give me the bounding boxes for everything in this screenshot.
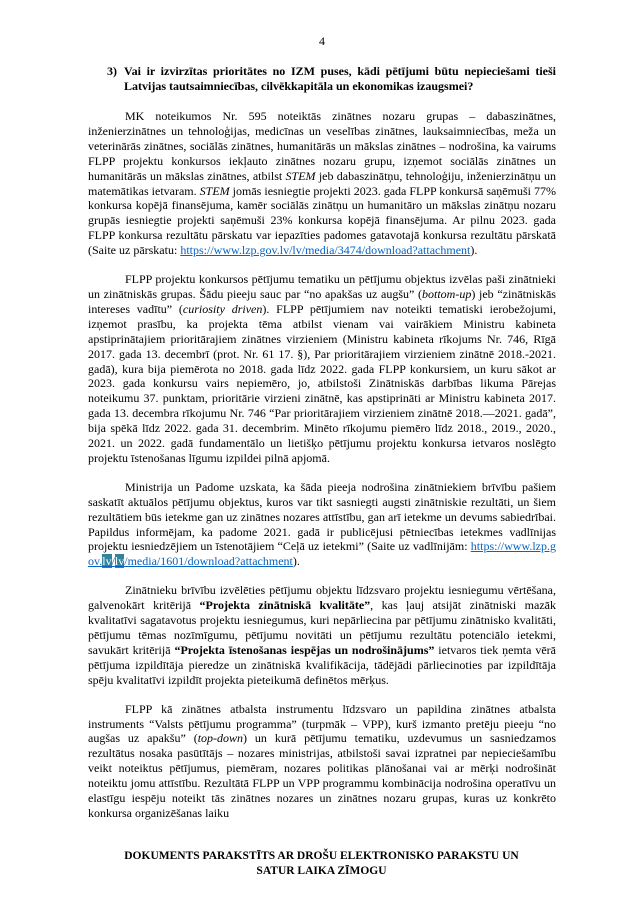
text-segment: ietvaros tiek ņemta vērā pētījuma izpildītāja pieredze un zinātniskā kvalifikācija, tādējādi pārliecinoties par izpildītāja spēju kvalitatīvi izpildīt projekta pieteikumā definētos mērķus. xyxy=(88,642,556,687)
footer-line-1: DOKUMENTS PARAKSTĪTS AR DROŠU ELEKTRONISKO PARAKSTU UN xyxy=(124,850,519,862)
signature-footer xyxy=(0,849,643,878)
text-segment: MK noteikumos Nr. 595 noteiktās zinātnes nozaru grupas – dabaszinātnes, inženierzinātnes un tehnoloģijas, medicīnas un veselības zinātnes, lauksaimniecības, meža un veterinārās zinātnes, sociālās zinātnes, humanitārās un mākslas zinātnes – nodrošina, ka vairums FLPP projektu konkursos iekļauto zinātnes nozaru grupu, izņemot sociālās zinātnes un humanitārās un mākslas zinātnes, atbilst xyxy=(88,109,556,183)
search-highlight: lv xyxy=(114,554,125,569)
bold-criterion-istenosana: “Projekta īstenošanas iespējas un nodrošinājums” xyxy=(174,642,435,657)
text-segment: Ministrija un Padome uzskata, ka šāda pieeja nodrošina zinātniekiem brīvību pašiem saskatīt aktuālos pētījumu objektus, kuros var tikt sasniegti augsti zinātniskie rezultāti, un šiem rezultātiem būs ietekme gan uz zinātnes nozares attīstību, gan arī ietekme un devums sabiedrībai. Papildus informējam, ka padome 2021. gadā ir publicējusi pētniecības ietekmes vadlīnijas projektu iesniedzējiem un īstenotājiem “Ceļā uz ietekmi” (Saite uz vadlīnijām: xyxy=(88,479,556,554)
text-segment: ). xyxy=(292,554,300,569)
paragraph-3 xyxy=(88,480,556,569)
text-segment: FLPP projektu konkursos pētījumu tematiku un pētījumu objektus izvēlas paši zinātnieki un zinātniskās grupas. Šādu pieeju sauc par “no apakšas uz augšu” ( xyxy=(88,272,556,301)
heading-number: 3) xyxy=(107,64,117,78)
link-konkursa-parskats[interactable]: https://www.lzp.gov.lv/lv/media/3474/download?attachment xyxy=(180,243,471,258)
text-segment: ). xyxy=(470,243,478,258)
italic-term-stem: STEM xyxy=(199,183,230,198)
text-segment: jomās iesniegtie projekti 2023. gada FLPP konkursā saņēmuši 77% konkursa kopējā finansējuma, kamēr sociālās zinātņu un humanitāro un mākslas zinātņu nozaru grupās iesniegtie projekti saņēmuši 23% konkursa kopējā finansējuma. Ar pilnu 2023. gada FLPP konkursa rezultātu pārskatu var iepazīties padomes gatavotajā konkursa rezultātu pārskatā (Saite uz pārskatu: xyxy=(88,183,556,258)
bold-criterion-kvalitate: “Projekta zinātniskā kvalitāte” xyxy=(199,598,371,613)
italic-term-bottom-up: bottom-up xyxy=(421,286,472,301)
text-segment: ). FLPP pētījumiem nav noteikti tematiski ierobežojumi, izņemot prasību, ka projekta tēma atbilst vienam vai vairākiem Ministru kabineta apstiprinātajiem prioritārajiem zinātnes virzieniem (Ministru kabineta rīkojums Nr. 746, Rīgā 2017. gada 13. decembrī (prot. Nr. 61 17. §), Par prioritārajiem virzieniem zinātnē 2018.-2021. gadā), kura bija piemērota no 2018. gada līdz 2022. gada FLPP konkursiem, un kuru sākot ar 2023. gada konkursu vairs nepiemēro, jo, atbilstoši Zinātniskās darbības likuma Pārejas noteikumu 37. punktam, prioritārie virzieni zinātnē, kas apstiprināti ar Ministru kabineta 2017. gada 13. decembra rīkojumu Nr. 746 “Par prioritārajiem virzieniem zinātnē 2018.—2021. gadā”, bija spēkā līdz 2022. gada 31. decembrim. Minēto rīkojumu piemēro līdz 2018., 2019., 2020., 2021. un 2022. gadā fundamentālo un lietišķo pētījumu projektu konkursa ietvaros noslēgto projektu īstenošanas līgumu izpildei pilnā apjomā. xyxy=(88,301,556,465)
link-text: /media/1601/download?attachment xyxy=(124,554,293,569)
search-highlight: lv xyxy=(102,554,112,569)
paragraph-1 xyxy=(88,109,556,258)
paragraph-2 xyxy=(88,272,556,466)
italic-term-stem: STEM xyxy=(285,168,316,183)
link-text: / xyxy=(111,554,115,569)
text-segment: Zinātnieku brīvību izvēlēties pētījumu objektu līdzsvaro projektu iesniegumu vērtēšana, galvenokārt kritērijā xyxy=(88,583,556,613)
text-segment: jeb dabaszinātņu, tehnoloģiju, inženierzinātņu un matemātikas ietvaram. xyxy=(88,168,556,198)
paragraph-4 xyxy=(88,583,556,687)
heading-text: Vai ir izvirzītas prioritātes no IZM puses, kādi pētījumi būtu nepieciešami tieši Latvijas tautsaimniecības, cilvēkkapitāla un ekonomikas izaugsmei? xyxy=(124,64,556,93)
paragraph-5 xyxy=(88,702,556,821)
page-number: 4 xyxy=(319,34,325,48)
italic-term-top-down: top-down xyxy=(197,731,244,746)
italic-term-curiosity-driven: curiosity driven xyxy=(182,301,263,316)
question-heading xyxy=(107,64,556,94)
text-segment: ) jeb “zinātniskās intereses vadītu” ( xyxy=(88,286,556,316)
footer-line-2: SATUR LAIKA ZĪMOGU xyxy=(256,864,387,877)
link-text: https://www.lzp.gov. xyxy=(88,539,556,569)
text-segment: , kas ļauj atsijāt zinātniski mazāk kvalitatīvi sagatavotus projektu iesniegumus, kuri nepārliecina par pētījumu zinātnisko kvalitāti, pētījumu tēmas nozīmīgumu, pētījumu novitāti un pētījumu rezultātu potenciālo ietekmi, savukārt kritērijā xyxy=(88,598,556,657)
text-segment: FLPP kā zinātnes atbalsta instrumentu līdzsvaro un papildina zinātnes atbalsta instruments “Valsts pētījumu programma” (turpmāk – VPP), kurš izmanto pretēju pieeju “no augšas uz apakšu” ( xyxy=(88,701,556,746)
text-segment: ) un kurā pētījumu tematiku, uzdevumus un sasniedzamos rezultātus nosaka pasūtītājs – nozares ministrijas, atbilstoši savai izpratnei par nepieciešamību veikt noteiktus pētījumus, piemēram, nozares politikas plānošanai vai ar mērķi nodrošināt noteiktu jomu attīstību. Rezultātā FLPP un VPP programmu kombinācija nodrošina operatīvu un elastīgu iespēju noteikt tās zinātnes nozares un zinātnes nozaru grupas, kuras uz konkrēto konkursa organizēšanas laiku xyxy=(88,731,556,820)
